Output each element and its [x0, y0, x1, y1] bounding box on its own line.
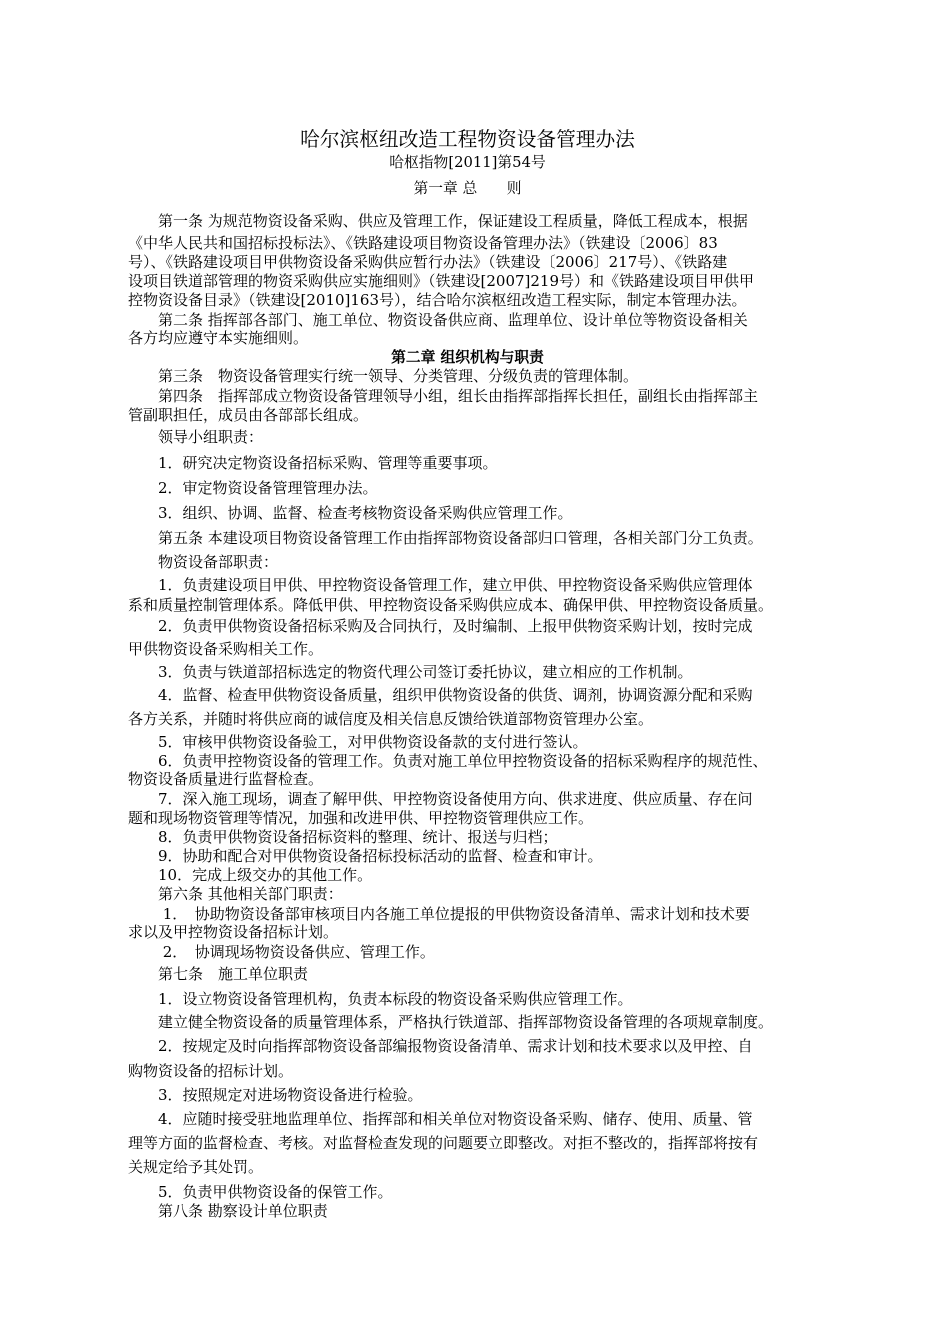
article-line: 控物资设备目录》（铁建设[2010]163号），结合哈尔滨枢纽改造工程实际，制定本管理办法。 [128, 291, 747, 309]
list-item: 购物资设备的招标计划。 [128, 1062, 294, 1080]
list-item: 各方关系，并随时将供应商的诚信度及相关信息反馈给铁道部物资管理办公室。 [128, 710, 654, 728]
article-line: 第二条 指挥部各部门、施工单位、物资设备供应商、监理单位、设计单位等物资设备相关 [128, 311, 748, 329]
list-item: 题和现场物资管理等情况，加强和改进甲供、甲控物资管理供应工作。 [128, 809, 594, 827]
list-item: 4．监督、检查甲供物资设备质量，组织甲供物资设备的供货、调剂，协调资源分配和采购 [128, 686, 753, 704]
section-label: 物资设备部职责： [128, 553, 279, 571]
article-line: 各方均应遵守本实施细则。 [128, 329, 309, 347]
list-item: 1．负责建设项目甲供、甲控物资设备管理工作，建立甲供、甲控物资设备采购供应管理体 [128, 576, 753, 594]
list-item: 1． 协助物资设备部审核项目内各施工单位提报的甲供物资设备清单、需求计划和技术要 [128, 905, 750, 923]
article-line: 《中华人民共和国招标投标法》、《铁路建设项目物资设备管理办法》（铁建设〔2006〕83 [128, 234, 718, 252]
article-line: 设项目铁道部管理的物资采购供应实施细则》（铁建设[2007]219号）和《铁路建设项目甲供甲 [128, 272, 755, 290]
list-item: 物资设备质量进行监督检查。 [128, 770, 324, 788]
list-item: 系和质量控制管理体系。降低甲供、甲控物资设备采购供应成本、确保甲供、甲控物资设备质量。 [128, 596, 774, 614]
list-item: 5．审核甲供物资设备验工，对甲供物资设备款的支付进行签认。 [128, 733, 588, 751]
list-item: 10．完成上级交办的其他工作。 [128, 866, 373, 884]
article-line: 管副职担任，成员由各部部长组成。 [128, 406, 369, 424]
list-item: 6．负责甲控物资设备的管理工作。负责对施工单位甲控物资设备的招标采购程序的规范性、 [128, 752, 768, 770]
article-line: 号）、《铁路建设项目甲供物资设备采购供应暂行办法》（铁建设〔2006〕217号）、《铁路建 [128, 253, 728, 271]
list-item: 求以及甲控物资设备招标计划。 [128, 923, 339, 941]
chapter-heading: 第一章 总 则 [413, 179, 522, 197]
document-title: 哈尔滨枢纽改造工程物资设备管理办法 [300, 127, 635, 151]
article-line: 第七条 施工单位职责 [128, 965, 309, 983]
list-item: 建立健全物资设备的质量管理体系，严格执行铁道部、指挥部物资设备管理的各项规章制度。 [128, 1013, 774, 1031]
chapter-heading: 第二章 组织机构与职责 [391, 348, 544, 366]
list-item: 4．应随时接受驻地监理单位、指挥部和相关单位对物资设备采购、储存、使用、质量、管 [128, 1110, 753, 1128]
list-item: 甲供物资设备采购相关工作。 [128, 640, 324, 658]
list-item: 1．研究决定物资设备招标采购、管理等重要事项。 [128, 454, 498, 472]
article-line: 第四条 指挥部成立物资设备管理领导小组，组长由指挥部指挥长担任，副组长由指挥部主 [128, 387, 759, 405]
list-item: 2． 协调现场物资设备供应、管理工作。 [128, 943, 435, 961]
article-line: 第一条 为规范物资设备采购、供应及管理工作，保证建设工程质量，降低工程成本，根据 [128, 212, 748, 230]
list-item: 5．负责甲供物资设备的保管工作。 [128, 1183, 393, 1201]
article-line: 第三条 物资设备管理实行统一领导、分类管理、分级负责的管理体制。 [128, 367, 639, 385]
list-item: 7．深入施工现场，调查了解甲供、甲控物资设备使用方向、供求进度、供应质量、存在问 [128, 790, 753, 808]
list-item: 2．审定物资设备管理管理办法。 [128, 479, 378, 497]
list-item: 1．设立物资设备管理机构，负责本标段的物资设备采购供应管理工作。 [128, 990, 633, 1008]
list-item: 关规定给予其处罚。 [128, 1158, 264, 1176]
list-item: 3．负责与铁道部招标选定的物资代理公司签订委托协议，建立相应的工作机制。 [128, 663, 693, 681]
list-item: 理等方面的监督检查、考核。对监督检查发现的问题要立即整改。对拒不整改的，指挥部将按有 [128, 1134, 759, 1152]
article-line: 第六条 其他相关部门职责： [128, 885, 343, 903]
article-line: 第五条 本建设项目物资设备管理工作由指挥部物资设备部归口管理，各相关部门分工负责。 [128, 529, 763, 547]
article-line: 第八条 勘察设计单位职责 [128, 1202, 328, 1220]
list-item: 9．协助和配合对甲供物资设备招标投标活动的监督、检查和审计。 [128, 847, 603, 865]
list-item: 3．组织、协调、监督、检查考核物资设备采购供应管理工作。 [128, 504, 573, 522]
list-item: 2．负责甲供物资设备招标采购及合同执行，及时编制、上报甲供物资采购计划，按时完成 [128, 617, 753, 635]
section-label: 领导小组职责： [128, 428, 264, 446]
list-item: 2．按规定及时向指挥部物资设备部编报物资设备清单、需求计划和技术要求以及甲控、自 [128, 1037, 753, 1055]
list-item: 8．负责甲供物资设备招标资料的整理、统计、报送与归档； [128, 828, 558, 846]
document-number: 哈枢指物[2011]第54号 [389, 153, 546, 171]
list-item: 3．按照规定对进场物资设备进行检验。 [128, 1086, 423, 1104]
